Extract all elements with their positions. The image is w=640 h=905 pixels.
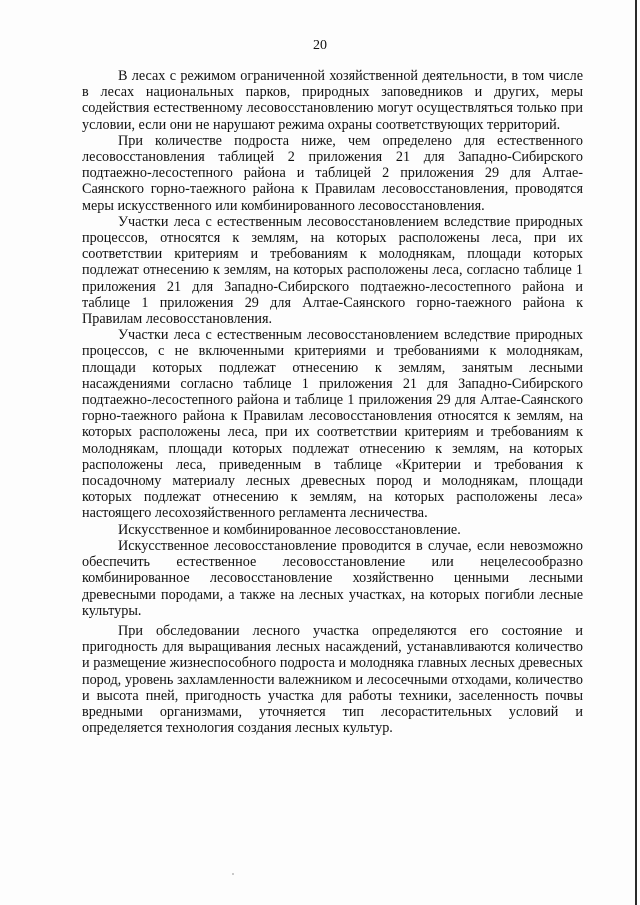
page-number: 20: [313, 38, 327, 53]
paragraph-undergrowth-shortage: При количестве подроста ниже, чем определено для естественного лесовосстановления таблицей 2 приложения 21 для Западно-Сибирского подтаежно-лесостепного района и таблицей 2 приложения 29 для Алтае-Саянского горно-таежного района к Правилам лесовосстановления, проводятся меры искусственного или комбинированного лесовосстановления.: [82, 132, 583, 214]
paragraph-protected-forests: В лесах с режимом ограниченной хозяйственной деятельности, в том числе в лесах национальных парков, природных заповедников и других, меры содействия естественному лесовосстановлению могут осуществляться только при условии, если они не нарушают режима охраны соответствующих территорий.: [82, 68, 583, 133]
scan-edge-line: [635, 0, 637, 905]
document-body: [82, 68, 583, 736]
paragraph-site-survey: При обследовании лесного участка определяются его состояние и пригодность для выращивания лесных насаждений, устанавливаются количество и размещение жизнеспособного подроста и молодняка главных лесных древесных пород, уровень захламленности валежником и лесосечными отходами, количество и высота пней, пригодность участка для работы техники, заселенность почвы вредными организмами, уточняется тип лесорастительных условий и определяется технология создания лесных культур.: [82, 622, 583, 737]
paragraph-natural-regeneration-criteria: Участки леса с естественным лесовосстановлением вследствие природных процессов, относятся к землям, на которых расположены леса, при их соответствии критериям и требованиям к молоднякам, площади которых подлежат отнесению к землям, на которых расположены леса, согласно таблице 1 приложения 21 для Западно-Сибирского подтаежно-лесостепного района и таблице 1 приложения 29 для Алтае-Саянского горно-таежного района к Правилам лесовосстановления.: [82, 213, 583, 328]
paragraph-artificial-regeneration: Искусственное лесовосстановление проводится в случае, если невозможно обеспечить естественное лесовосстановление или нецелесообразно комбинированное лесовосстановление хозяйственно ценными лесными древесными породами, а также на лесных участках, на которых погибли лесные культуры.: [82, 537, 583, 619]
paragraph-natural-regeneration-not-included: Участки леса с естественным лесовосстановлением вследствие природных процессов, с не включенными критериями и требованиями к молоднякам, площади которых подлежат отнесению к землям, занятым лесными насаждениями согласно таблице 1 приложения 21 для Западно-Сибирского подтаежно-лесостепного района и таблице 1 приложения 29 для Алтае-Саянского горно-таежного района к Правилам лесовосстановления относятся к землям, на которых расположены леса, при их соответствии критериям и требованиям к молоднякам, площади которых подлежат отнесению к землям, на которых расположены леса, приведенным в таблице «Критерии и требования к посадочному материалу лесных древесных пород и молоднякам, площади которых подлежат отнесению к землям, на которых расположены леса» настоящего лесохозяйственного регламента лесничества.: [82, 327, 583, 522]
section-heading-artificial-combined: Искусственное и комбинированное лесовосстановление.: [118, 521, 461, 538]
scan-speck: [232, 873, 234, 875]
